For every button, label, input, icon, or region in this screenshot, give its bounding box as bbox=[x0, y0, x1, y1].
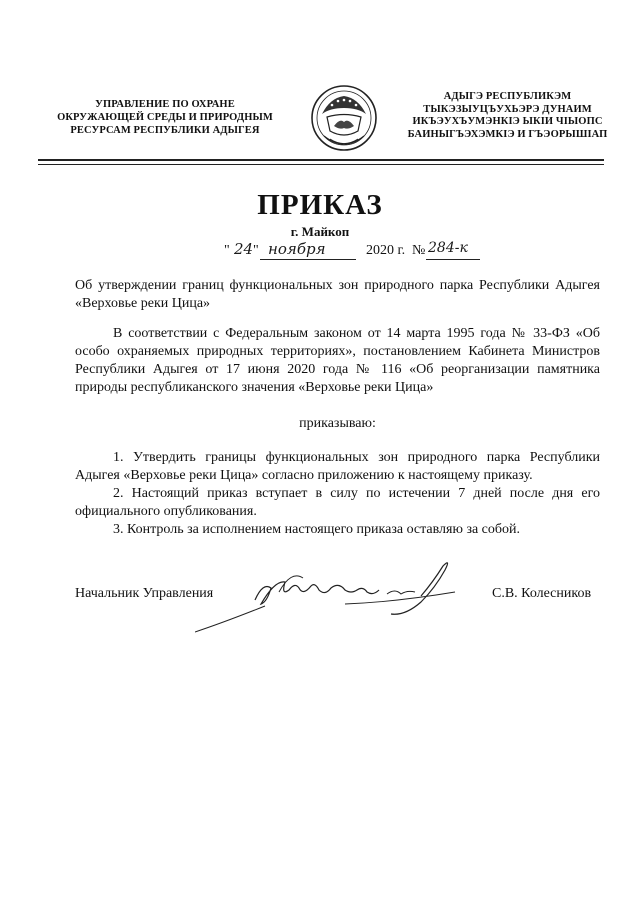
issuer-line: РЕСУРСАМ РЕСПУБЛИКИ АДЫГЕЯ bbox=[70, 125, 260, 136]
header-divider-thick bbox=[38, 159, 604, 161]
issuer-line: УПРАВЛЕНИЕ ПО ОХРАНЕ bbox=[95, 99, 235, 110]
issuer-line: ТЫКЭЗЫУЦЪУХЬЭРЭ ДУНАИМ bbox=[423, 103, 592, 115]
date-year: 2020 г. bbox=[366, 243, 406, 258]
date-month-underline bbox=[260, 259, 356, 260]
date-quote-close: " bbox=[253, 243, 259, 258]
issuer-line: АДЫГЭ РЕСПУБЛИКЭМ bbox=[443, 91, 572, 102]
order-item-2: 2. Настоящий приказ вступает в силу по истечении 7 дней после дня его официального опубликования. bbox=[75, 486, 600, 519]
issuer-name-adyghe bbox=[400, 91, 615, 141]
document-number: 284-к bbox=[428, 240, 468, 256]
signer-name: С.В. Колесников bbox=[492, 586, 592, 601]
date-day: 24 bbox=[234, 240, 254, 258]
signer-position: Начальник Управления bbox=[75, 586, 214, 601]
issuer-name-russian bbox=[40, 98, 290, 137]
date-quote-open: " bbox=[224, 243, 230, 258]
date-month: ноября bbox=[268, 240, 326, 258]
document-title: ПРИКАЗ bbox=[257, 189, 383, 221]
number-sign: № bbox=[412, 243, 426, 258]
document-preamble: В соответствии с Федеральным законом от 14 марта 1995 года № 33-ФЗ «Об особо охраняемых природных территориях», постановлением Кабинета Министров Республики Адыгея от 17 июня 2020 года № 116 «Об реорганизации памятника природы республиканского значения «Верховье реки Цица» bbox=[75, 326, 600, 395]
issuer-line: ОКРУЖАЮЩЕЙ СРЕДЫ И ПРИРОДНЫМ bbox=[57, 112, 273, 123]
order-word: приказываю: bbox=[299, 416, 376, 431]
handwritten-signature bbox=[195, 552, 475, 637]
order-item-3: 3. Контроль за исполнением настоящего приказа оставляю за собой. bbox=[113, 522, 521, 537]
number-underline bbox=[426, 259, 480, 260]
document-subject: Об утверждении границ функциональных зон природного парка Республики Адыгея «Верховье реки Цица» bbox=[75, 278, 600, 311]
header-divider-thin bbox=[38, 164, 604, 165]
document-date-row bbox=[222, 240, 482, 262]
document-city: г. Майкоп bbox=[290, 224, 350, 239]
coat-of-arms-emblem-icon bbox=[310, 84, 378, 152]
issuer-line: ИКЪЭУХЪУМЭНКIЭ ЫКIИ ЧIЫОПС bbox=[412, 116, 603, 127]
issuer-line: БАИНЫГЪЭХЭМКIЭ И ГЪЭОРЫШIАП bbox=[407, 128, 608, 140]
order-item-1: 1. Утвердить границы функциональных зон природного парка Республики Адыгея «Верховье реки Цица» согласно приложению к настоящему приказу. bbox=[75, 450, 600, 483]
